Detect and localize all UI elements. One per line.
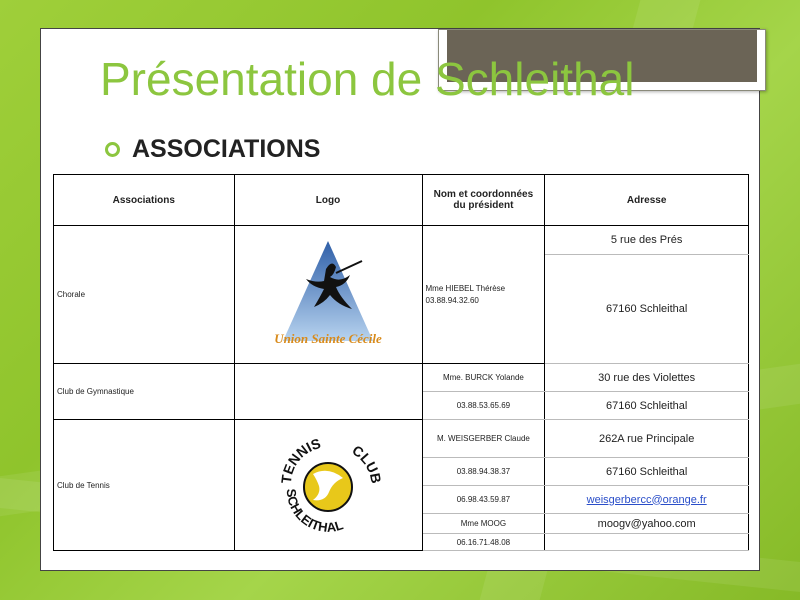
table-row	[54, 420, 749, 458]
associations-table	[53, 174, 749, 551]
tennis-club-logo	[273, 429, 383, 539]
president-phone: 03.88.53.65.69	[422, 392, 545, 420]
union-sainte-cecile-logo	[238, 231, 418, 357]
section-heading-label: ASSOCIATIONS	[132, 135, 321, 163]
president-mobile: 06.98.43.59.87	[422, 486, 545, 514]
email-cell	[545, 486, 749, 514]
email-link[interactable]: weisgerbercc@orange.fr	[586, 493, 707, 506]
table-header-row	[54, 175, 749, 226]
bullet-circle-icon	[105, 142, 120, 157]
header-associations: Associations	[54, 175, 235, 226]
address-city: 67160 Schleithal	[545, 255, 749, 364]
logo-text-bottom: SCHLEITHAL	[283, 488, 345, 535]
contact-phone: 06.16.71.48.08	[422, 534, 545, 551]
logo-caption: Union Sainte Cécile	[274, 330, 382, 346]
logo-cell-tennis	[234, 420, 422, 551]
logo-cell-gym	[234, 364, 422, 420]
assoc-name-chorale: Chorale	[54, 226, 235, 364]
svg-text:CLUB	[349, 442, 383, 485]
header-adresse: Adresse	[545, 175, 749, 226]
president-phone: 03.88.94.38.37	[422, 458, 545, 486]
address-line: 262A rue Principale	[545, 420, 749, 458]
logo-text-top: TENNIS	[277, 435, 323, 485]
address-city: 67160 Schleithal	[545, 392, 749, 420]
section-heading	[105, 135, 320, 164]
header-president: Nom et coordonnées du président	[422, 175, 545, 226]
email-text: moogv@yahoo.com	[545, 514, 749, 534]
table-row	[54, 226, 749, 255]
address-city: 67160 Schleithal	[545, 458, 749, 486]
logo-cell-chorale	[234, 226, 422, 364]
empty-address-cell	[545, 534, 749, 551]
president-phone: 03.88.94.32.60	[425, 296, 479, 305]
contact-name: Mme MOOG	[422, 514, 545, 534]
president-chorale	[422, 226, 545, 364]
assoc-name-tennis: Club de Tennis	[54, 420, 235, 551]
address-line: 30 rue des Violettes	[545, 364, 749, 392]
address-line: 5 rue des Prés	[545, 226, 749, 255]
president-name: Mme HIEBEL Thérèse	[425, 284, 506, 293]
header-logo: Logo	[234, 175, 422, 226]
assoc-name-gym: Club de Gymnastique	[54, 364, 235, 420]
logo-text-right: CLUB	[349, 441, 384, 485]
president-name: Mme. BURCK Yolande	[422, 364, 545, 392]
page-title: Présentation de Schleithal	[100, 53, 635, 105]
table-row	[54, 364, 749, 392]
president-name: M. WEISGERBER Claude	[422, 420, 545, 458]
